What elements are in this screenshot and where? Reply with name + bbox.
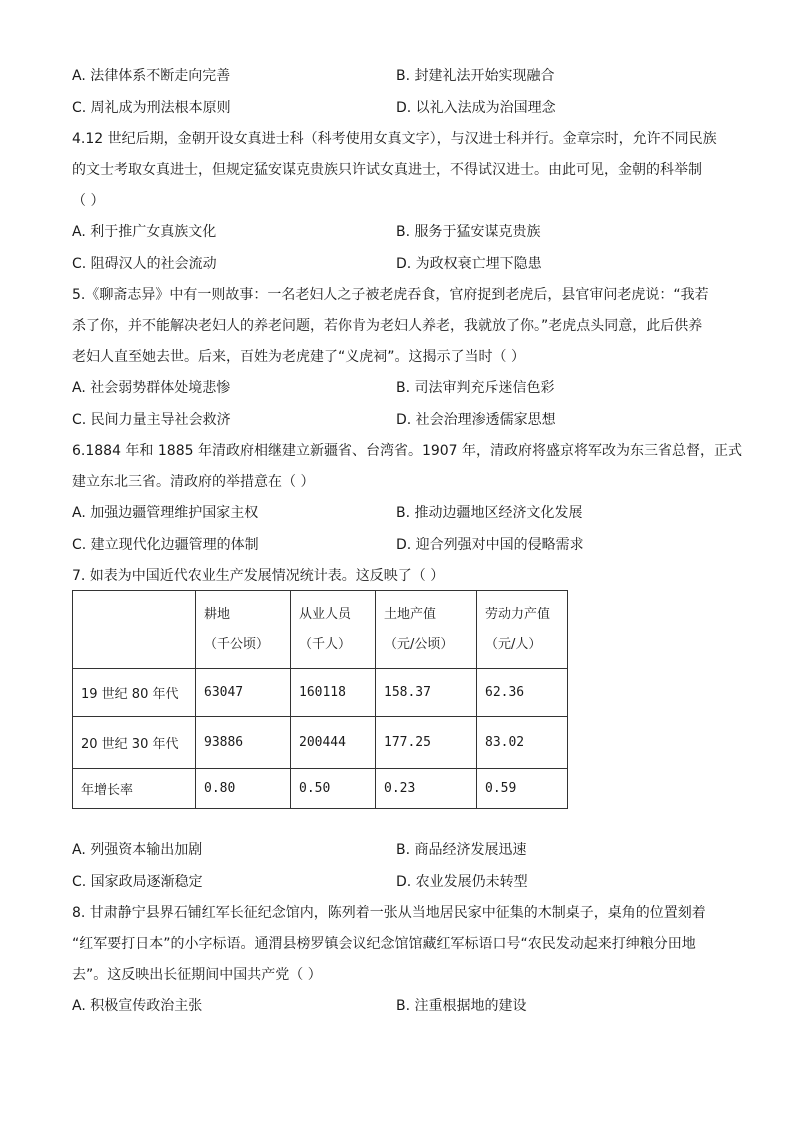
table-header-row [73, 591, 568, 669]
q7-statistics-table [72, 590, 568, 809]
q5-option-d[interactable]: D. 社会治理渗透儒家思想 [396, 412, 556, 428]
q5-stem-line-2: 杀了你，并不能解决老妇人的养老问题，若你肯为老妇人养老，我就放了你。”老虎点头同意，此后供养 [72, 318, 703, 334]
q4-option-c[interactable]: C. 阻碍汉人的社会流动 [72, 256, 217, 272]
q5-option-b[interactable]: B. 司法审判充斥迷信色彩 [396, 380, 555, 396]
table-header-cell [73, 591, 196, 669]
q5-stem-line-3: 老妇人直至她去世。后来，百姓为老虎建了“义虎祠”。这揭示了当时（ ） [72, 349, 525, 365]
table-cell-period: 20 世纪 30 年代 [73, 717, 196, 769]
q8-stem-line-1: 8. 甘肃静宁县界石铺红军长征纪念馆内，陈列着一张从当地居民家中征集的木制桌子，桌角的位置刻着 [72, 905, 706, 921]
q7-option-c[interactable]: C. 国家政局逐渐稳定 [72, 874, 203, 890]
table-cell: 62.36 [477, 669, 568, 717]
table-cell-period: 19 世纪 80 年代 [73, 669, 196, 717]
q6-option-b[interactable]: B. 推动边疆地区经济文化发展 [396, 505, 583, 521]
q6-option-d[interactable]: D. 迎合列强对中国的侵略需求 [396, 537, 584, 553]
header-unit: （元/人） [485, 636, 542, 652]
table-cell: 0.23 [376, 769, 477, 809]
table-cell-period: 年增长率 [73, 769, 196, 809]
table-cell: 160118 [291, 669, 376, 717]
table-cell: 83.02 [477, 717, 568, 769]
header-main: 耕地 [204, 606, 231, 622]
table-row [73, 669, 568, 717]
q8-stem-line-3: 去”。这反映出长征期间中国共产党（ ） [72, 967, 322, 983]
q3-option-c[interactable]: C. 周礼成为刑法根本原则 [72, 100, 231, 116]
q6-option-a[interactable]: A. 加强边疆管理维护国家主权 [72, 505, 259, 521]
q4-option-d[interactable]: D. 为政权衰亡埋下隐患 [396, 256, 542, 272]
q8-option-b[interactable]: B. 注重根据地的建设 [396, 998, 527, 1014]
q4-option-a[interactable]: A. 利于推广女真族文化 [72, 224, 217, 240]
q5-option-a[interactable]: A. 社会弱势群体处境悲惨 [72, 380, 231, 396]
table-cell: 177.25 [376, 717, 477, 769]
table-cell: 200444 [291, 717, 376, 769]
q4-stem-line-1: 4.12 世纪后期，金朝开设女真进士科（科考使用女真文字），与汉进士科并行。金章宗时，允许不同民族 [72, 131, 717, 147]
q5-option-c[interactable]: C. 民间力量主导社会救济 [72, 412, 231, 428]
table-header-cell [196, 591, 291, 669]
table-cell: 0.59 [477, 769, 568, 809]
table-cell: 0.50 [291, 769, 376, 809]
table-header-cell [477, 591, 568, 669]
table-row [73, 717, 568, 769]
q7-option-a[interactable]: A. 列强资本输出加剧 [72, 842, 203, 858]
q8-option-a[interactable]: A. 积极宣传政治主张 [72, 998, 203, 1014]
header-main: 劳动力产值 [485, 606, 551, 622]
table-cell: 0.80 [196, 769, 291, 809]
q7-option-d[interactable]: D. 农业发展仍未转型 [396, 874, 528, 890]
table-cell: 63047 [196, 669, 291, 717]
q3-option-a[interactable]: A. 法律体系不断走向完善 [72, 68, 231, 84]
header-main: 土地产值 [384, 606, 437, 622]
q8-stem-line-2: “红军要打日本”的小字标语。通渭县榜罗镇会议纪念馆馆藏红军标语口号“农民发动起来打绅粮分田地 [72, 936, 696, 952]
table-header-cell [291, 591, 376, 669]
q4-option-b[interactable]: B. 服务于猛安谋克贵族 [396, 224, 541, 240]
header-unit: （千公顷） [204, 636, 270, 652]
q6-stem-line-2: 建立东北三省。清政府的举措意在（ ） [72, 474, 315, 490]
q4-answer-blank: （ ） [72, 193, 105, 209]
table-header-cell [376, 591, 477, 669]
table-row [73, 769, 568, 809]
q6-stem-line-1: 6.1884 年和 1885 年清政府相继建立新疆省、台湾省。1907 年，清政府将盛京将军改为东三省总督，正式 [72, 443, 743, 459]
q3-option-d[interactable]: D. 以礼入法成为治国理念 [396, 100, 556, 116]
q7-stem-line-1: 7. 如表为中国近代农业生产发展情况统计表。这反映了（ ） [72, 568, 445, 584]
q3-option-b[interactable]: B. 封建礼法开始实现融合 [396, 68, 555, 84]
table-cell: 158.37 [376, 669, 477, 717]
q6-option-c[interactable]: C. 建立现代化边疆管理的体制 [72, 537, 259, 553]
table-cell: 93886 [196, 717, 291, 769]
q7-option-b[interactable]: B. 商品经济发展迅速 [396, 842, 527, 858]
header-unit: （千人） [299, 636, 352, 652]
q5-stem-line-1: 5.《聊斋志异》中有一则故事：一名老妇人之子被老虎吞食，官府捉到老虎后，县官审问老虎说：“我若 [72, 287, 709, 303]
q4-stem-line-2: 的文士考取女真进士，但规定猛安谋克贵族只许试女真进士，不得试汉进士。由此可见，金朝的科举制 [72, 162, 702, 178]
header-main: 从业人员 [299, 606, 352, 622]
header-unit: （元/公顷） [384, 636, 454, 652]
